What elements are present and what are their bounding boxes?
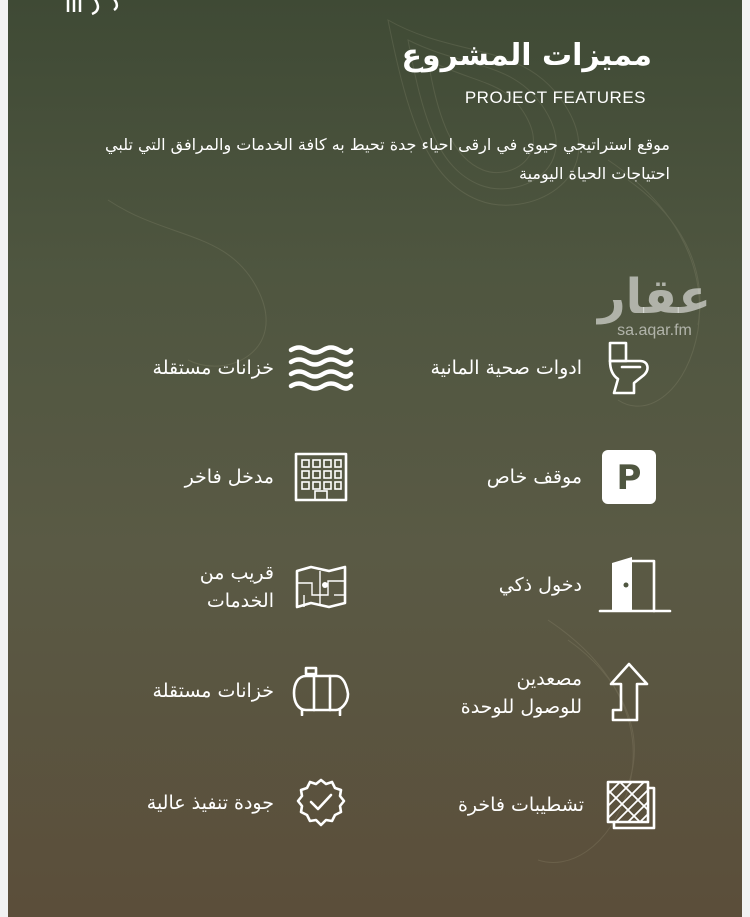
feature-label: موقف خاص xyxy=(486,466,582,488)
feature-label: خزانات مستقلة xyxy=(152,357,274,379)
feature-german-sanitary xyxy=(430,335,662,401)
feature-smart-entry xyxy=(499,552,674,618)
watermark-url: sa.aqar.fm xyxy=(617,322,692,339)
right-margin xyxy=(742,0,750,917)
watermark-brand: عقار xyxy=(598,269,711,325)
tiles-icon xyxy=(598,772,664,838)
page-subtitle: PROJECT FEATURES xyxy=(464,88,646,107)
feature-elevators xyxy=(461,660,662,726)
feature-independent-tanks-1 xyxy=(153,335,354,401)
feature-private-parking xyxy=(487,444,662,510)
door-icon xyxy=(596,552,674,618)
elevator-arrow-icon xyxy=(596,660,662,726)
feature-label-line1: قريب من xyxy=(199,562,274,584)
feature-luxury-entrance xyxy=(185,444,354,510)
feature-luxury-finishes xyxy=(458,772,664,838)
feature-label xyxy=(200,559,274,615)
page-title: مميزات المشروع xyxy=(401,38,652,73)
watermark xyxy=(598,269,711,340)
features-poster xyxy=(8,0,742,917)
feature-independent-tanks-2 xyxy=(153,658,354,724)
feature-near-services xyxy=(200,554,354,620)
project-description: موقع استراتيجي حيوي في ارقى احياء جدة تحيط به كافة الخدمات والمرافق التي تلبي احتياجات الحياة اليومية xyxy=(105,135,670,183)
feature-label: مدخل فاخر xyxy=(184,466,274,488)
feature-high-quality xyxy=(147,770,354,836)
toilet-icon xyxy=(596,335,662,401)
svg-text:P: P xyxy=(616,458,642,498)
parking-icon xyxy=(596,444,662,510)
feature-label: جودة تنفيذ عالية xyxy=(146,792,274,814)
feature-label: دخول ذكي xyxy=(498,574,582,596)
feature-label xyxy=(461,665,582,721)
tank-icon xyxy=(288,658,354,724)
feature-label-line2: للوصول للوحدة xyxy=(460,696,582,718)
water-waves-icon xyxy=(288,335,354,401)
feature-label-line1: مصعدين xyxy=(516,668,582,690)
map-icon xyxy=(288,554,354,620)
quality-badge-icon xyxy=(288,770,354,836)
feature-label: ادوات صحية المانية xyxy=(430,357,582,379)
feature-label-line2: الخدمات xyxy=(206,590,274,612)
brand-logo-icon xyxy=(58,0,138,22)
building-icon xyxy=(288,444,354,510)
left-margin xyxy=(0,0,8,917)
feature-label: تشطيبات فاخرة xyxy=(457,794,584,816)
feature-label: خزانات مستقلة xyxy=(152,680,274,702)
